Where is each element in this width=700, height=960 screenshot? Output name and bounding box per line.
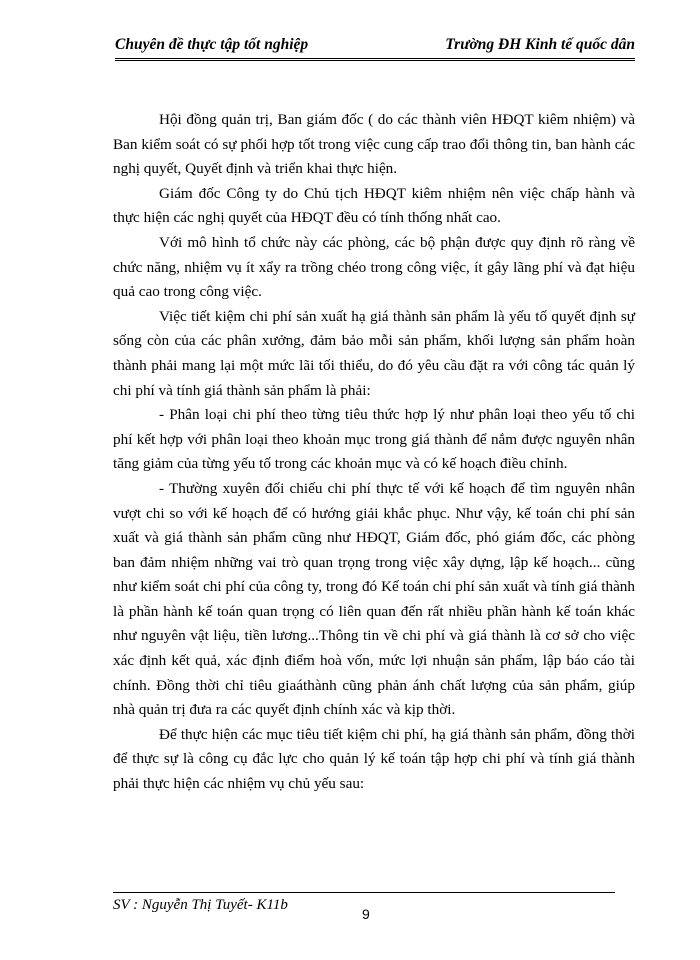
paragraph-main-tasks: Để thực hiện các mục tiêu tiết kiệm chi phí, hạ giá thành sản phẩm, đồng thời để thực sự là công cụ đắc lực cho quản lý kế toán tập hợp chi phí và tính giá thành phải thực hiện các nhiệm vụ chủ yếu sau: [113, 725, 635, 793]
page-number: 9 [362, 906, 370, 922]
paragraph-cost-classification: - Phân loại chi phí theo từng tiêu thức hợp lý như phân loại theo yếu tố chi phí kết hợp với phân loại theo khoản mục trong giá thành để nắm được nguyên nhân tăng giảm của từng yếu tố trong các khoản mục và có kế hoạch điều chỉnh. [113, 406, 635, 473]
document-body [113, 108, 635, 797]
header-university: Trường ĐH Kinh tế quốc dân [445, 36, 635, 53]
header-report-title: Chuyên đề thực tập tốt nghiệp [115, 36, 309, 53]
paragraph-cost-comparison: - Thường xuyên đối chiếu chi phí thực tế với kế hoạch để tìm nguyên nhân vượt chi so với kế hoạch để có hướng giải khắc phục. Như vậy, kế toán chi phí sản xuất và giá thành sản phẩm cũng như HĐQT, Giám đốc, phó giám đốc, các phòng ban đảm nhiệm những vai trò quan trọng trong việc xây dựng, lập kế hoạch... cũng như kiểm soát chi phí của công ty, trong đó Kế toán chi phí sản xuất và tính giá thành là phần hành kế toán quan trọng có liên quan đến rất nhiều phần hành kế toán khác như nguyên vật liệu, tiền lương...Thông tin về chi phí và giá thành là cơ sở cho việc xác định kết quả, xác định điểm hoà vốn, mức lợi nhuận sản phẩm, lập báo cáo tài chính. Đồng thời chỉ tiêu giaáthành cũng phản ánh chất lượng của sản phẩm, giúp nhà quản trị đưa ra các quyết định chính xác và kịp thời. [113, 479, 635, 719]
paragraph-organization-model: Với mô hình tổ chức này các phòng, các bộ phận được quy định rõ ràng về chức năng, nhiệm vụ ít xẩy ra trồng chéo trong công việc, ít gây lãng phí và đạt hiệu quả cao trong công việc. [113, 233, 635, 301]
paragraph-board-coordination: Hội đồng quản trị, Ban giám đốc ( do các thành viên HĐQT kiêm nhiệm) và Ban kiểm soát có sự phối hợp tốt trong việc cung cấp trao đổi thông tin, ban hành các nghị quyết, Quyết định và triển khai thực hiện. [113, 111, 635, 178]
paragraph-cost-saving: Việc tiết kiệm chi phí sản xuất hạ giá thành sản phẩm là yếu tố quyết định sự sống còn của các phân xưởng, đảm bảo mỗi sản phẩm, khối lượng sản phẩm hoàn thành phải mang lại một mức lãi tối thiểu, do đó yêu cầu đặt ra với công tác quản lý chi phí và tính giá thành sản phẩm là phải: [113, 307, 635, 399]
page-header [115, 30, 635, 61]
footer-author: SV : Nguyễn Thị Tuyết- K11b [113, 897, 288, 913]
paragraph-director-role: Giám đốc Công ty do Chủ tịch HĐQT kiêm nhiệm nên việc chấp hành và thực hiện các nghị quyết của HĐQT đều có tính thống nhất cao. [113, 184, 635, 227]
footer-divider [113, 892, 615, 893]
